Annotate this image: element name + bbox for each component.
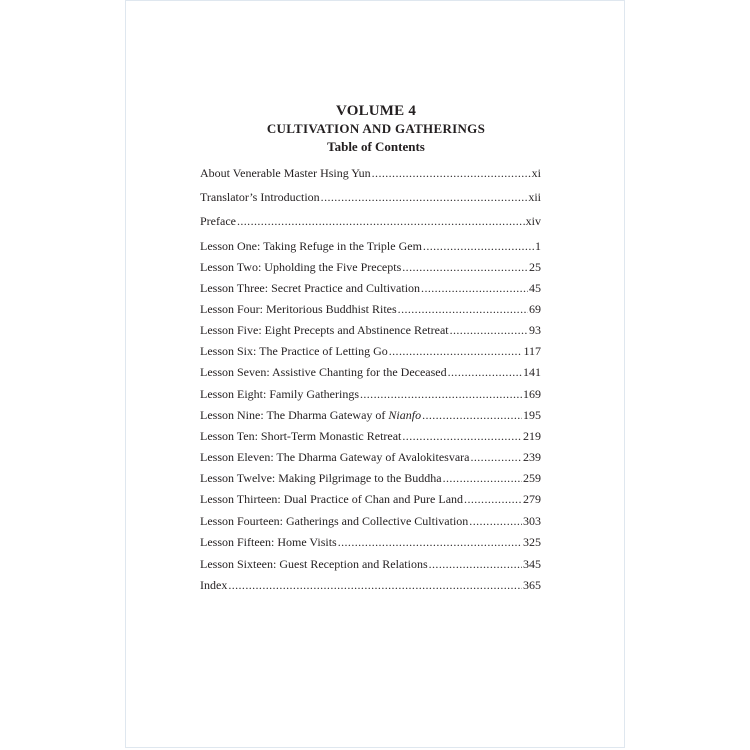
toc-entry-page: 365 bbox=[523, 578, 541, 592]
dot-leader bbox=[448, 364, 522, 380]
toc-entry-lesson-1 bbox=[200, 238, 541, 254]
toc-entry-title: Lesson Ten: Short-Term Monastic Retreat bbox=[200, 429, 402, 443]
toc-entry-title: Lesson Eight: Family Gatherings bbox=[200, 387, 359, 401]
toc-entry-page: 279 bbox=[523, 492, 541, 506]
toc-entry-page: 219 bbox=[523, 429, 541, 443]
toc-entry-lesson-5 bbox=[200, 322, 541, 338]
dot-leader bbox=[360, 386, 522, 402]
toc-entry-page: 117 bbox=[523, 344, 541, 358]
dot-leader bbox=[372, 165, 531, 181]
toc-entry-page: 195 bbox=[523, 408, 541, 422]
toc-entry-lesson-15 bbox=[200, 534, 541, 550]
toc-entry-page: xi bbox=[531, 166, 541, 180]
dot-leader bbox=[402, 259, 528, 275]
toc-entry-lesson-2 bbox=[200, 259, 541, 275]
toc-entry-title: Lesson Fifteen: Home Visits bbox=[200, 535, 337, 549]
volume-subtitle: CULTIVATION AND GATHERINGS bbox=[266, 121, 486, 136]
toc-entry-lesson-8 bbox=[200, 386, 541, 402]
volume-title: VOLUME 4 bbox=[335, 103, 417, 119]
toc-entry-page: 169 bbox=[523, 387, 541, 401]
toc-entry-title: Lesson Twelve: Making Pilgrimage to the Buddha bbox=[200, 471, 442, 485]
toc-entry-page: 239 bbox=[523, 450, 541, 464]
toc-entry-translators-introduction bbox=[200, 189, 541, 205]
toc-entry-page: 45 bbox=[529, 281, 541, 295]
toc-entry-title: Lesson Eleven: The Dharma Gateway of Avalokitesvara bbox=[200, 450, 470, 464]
toc-entry-page: 345 bbox=[523, 557, 541, 571]
toc-entry-lesson-7 bbox=[200, 364, 541, 380]
dot-leader bbox=[464, 491, 522, 507]
dot-leader bbox=[421, 280, 528, 296]
toc-entry-page: 25 bbox=[529, 260, 541, 274]
dot-leader bbox=[321, 189, 528, 205]
dot-leader bbox=[389, 343, 523, 359]
dot-leader bbox=[423, 238, 534, 254]
toc-entry-lesson-9 bbox=[200, 407, 541, 423]
dot-leader bbox=[429, 556, 522, 572]
toc-entry-page: 69 bbox=[529, 302, 541, 316]
toc-entry-lesson-11 bbox=[200, 449, 541, 465]
toc-entry-title: Translator’s Introduction bbox=[200, 190, 320, 204]
toc-entry-page: xii bbox=[528, 190, 541, 204]
toc-entry-title: Lesson One: Taking Refuge in the Triple Gem bbox=[200, 239, 422, 253]
toc-entry-title: Lesson Five: Eight Precepts and Abstinence Retreat bbox=[200, 323, 449, 337]
dot-leader bbox=[228, 577, 522, 593]
toc-entry-page: 93 bbox=[529, 323, 541, 337]
toc-entry-title: Lesson Four: Meritorious Buddhist Rites bbox=[200, 302, 397, 316]
toc-entry-title: Lesson Six: The Practice of Letting Go bbox=[200, 344, 388, 358]
dot-leader bbox=[450, 322, 528, 338]
toc-entry-lesson-3 bbox=[200, 280, 541, 296]
toc-entry-title: Index bbox=[200, 578, 228, 592]
dot-leader bbox=[422, 407, 522, 423]
dot-leader bbox=[237, 213, 525, 229]
toc-entry-title: Preface bbox=[200, 214, 236, 228]
dot-leader bbox=[469, 513, 522, 529]
toc-entry-title: Lesson Nine: The Dharma Gateway of Nianfo bbox=[200, 408, 422, 422]
toc-entry-lesson-13 bbox=[200, 491, 541, 507]
toc-entry-preface bbox=[200, 213, 541, 229]
toc-entry-title: Lesson Fourteen: Gatherings and Collective Cultivation bbox=[200, 514, 469, 528]
toc-entry-about bbox=[200, 165, 541, 181]
dot-leader bbox=[470, 449, 522, 465]
toc-entry-title: Lesson Sixteen: Guest Reception and Relations bbox=[200, 557, 428, 571]
toc-entry-lesson-14 bbox=[200, 513, 541, 529]
toc-entry-title: Lesson Seven: Assistive Chanting for the Deceased bbox=[200, 365, 447, 379]
toc-entry-lesson-10 bbox=[200, 428, 541, 444]
toc-entry-lesson-4 bbox=[200, 301, 541, 317]
toc-entry-lesson-16 bbox=[200, 556, 541, 572]
toc-entry-page: 1 bbox=[535, 239, 541, 253]
toc-entry-title: Lesson Two: Upholding the Five Precepts bbox=[200, 260, 402, 274]
dot-leader bbox=[338, 534, 522, 550]
toc-entry-page: 303 bbox=[523, 514, 541, 528]
dot-leader bbox=[443, 470, 522, 486]
toc-entry-title: Lesson Three: Secret Practice and Cultivation bbox=[200, 281, 421, 295]
toc-entry-page: 325 bbox=[523, 535, 541, 549]
toc-entry-title: About Venerable Master Hsing Yun bbox=[200, 166, 371, 180]
toc-entry-page: 259 bbox=[523, 471, 541, 485]
toc-heading: Table of Contents bbox=[327, 139, 425, 154]
toc-entry-title: Lesson Thirteen: Dual Practice of Chan and Pure Land bbox=[200, 492, 464, 506]
dot-leader bbox=[402, 428, 522, 444]
dot-leader bbox=[398, 301, 528, 317]
toc-entry-lesson-12 bbox=[200, 470, 541, 486]
toc-entry-index bbox=[200, 577, 541, 593]
toc-entry-page: 141 bbox=[523, 365, 541, 379]
toc-entry-lesson-6 bbox=[200, 343, 541, 359]
book-page bbox=[125, 0, 625, 748]
toc-entry-page: xiv bbox=[525, 214, 541, 228]
